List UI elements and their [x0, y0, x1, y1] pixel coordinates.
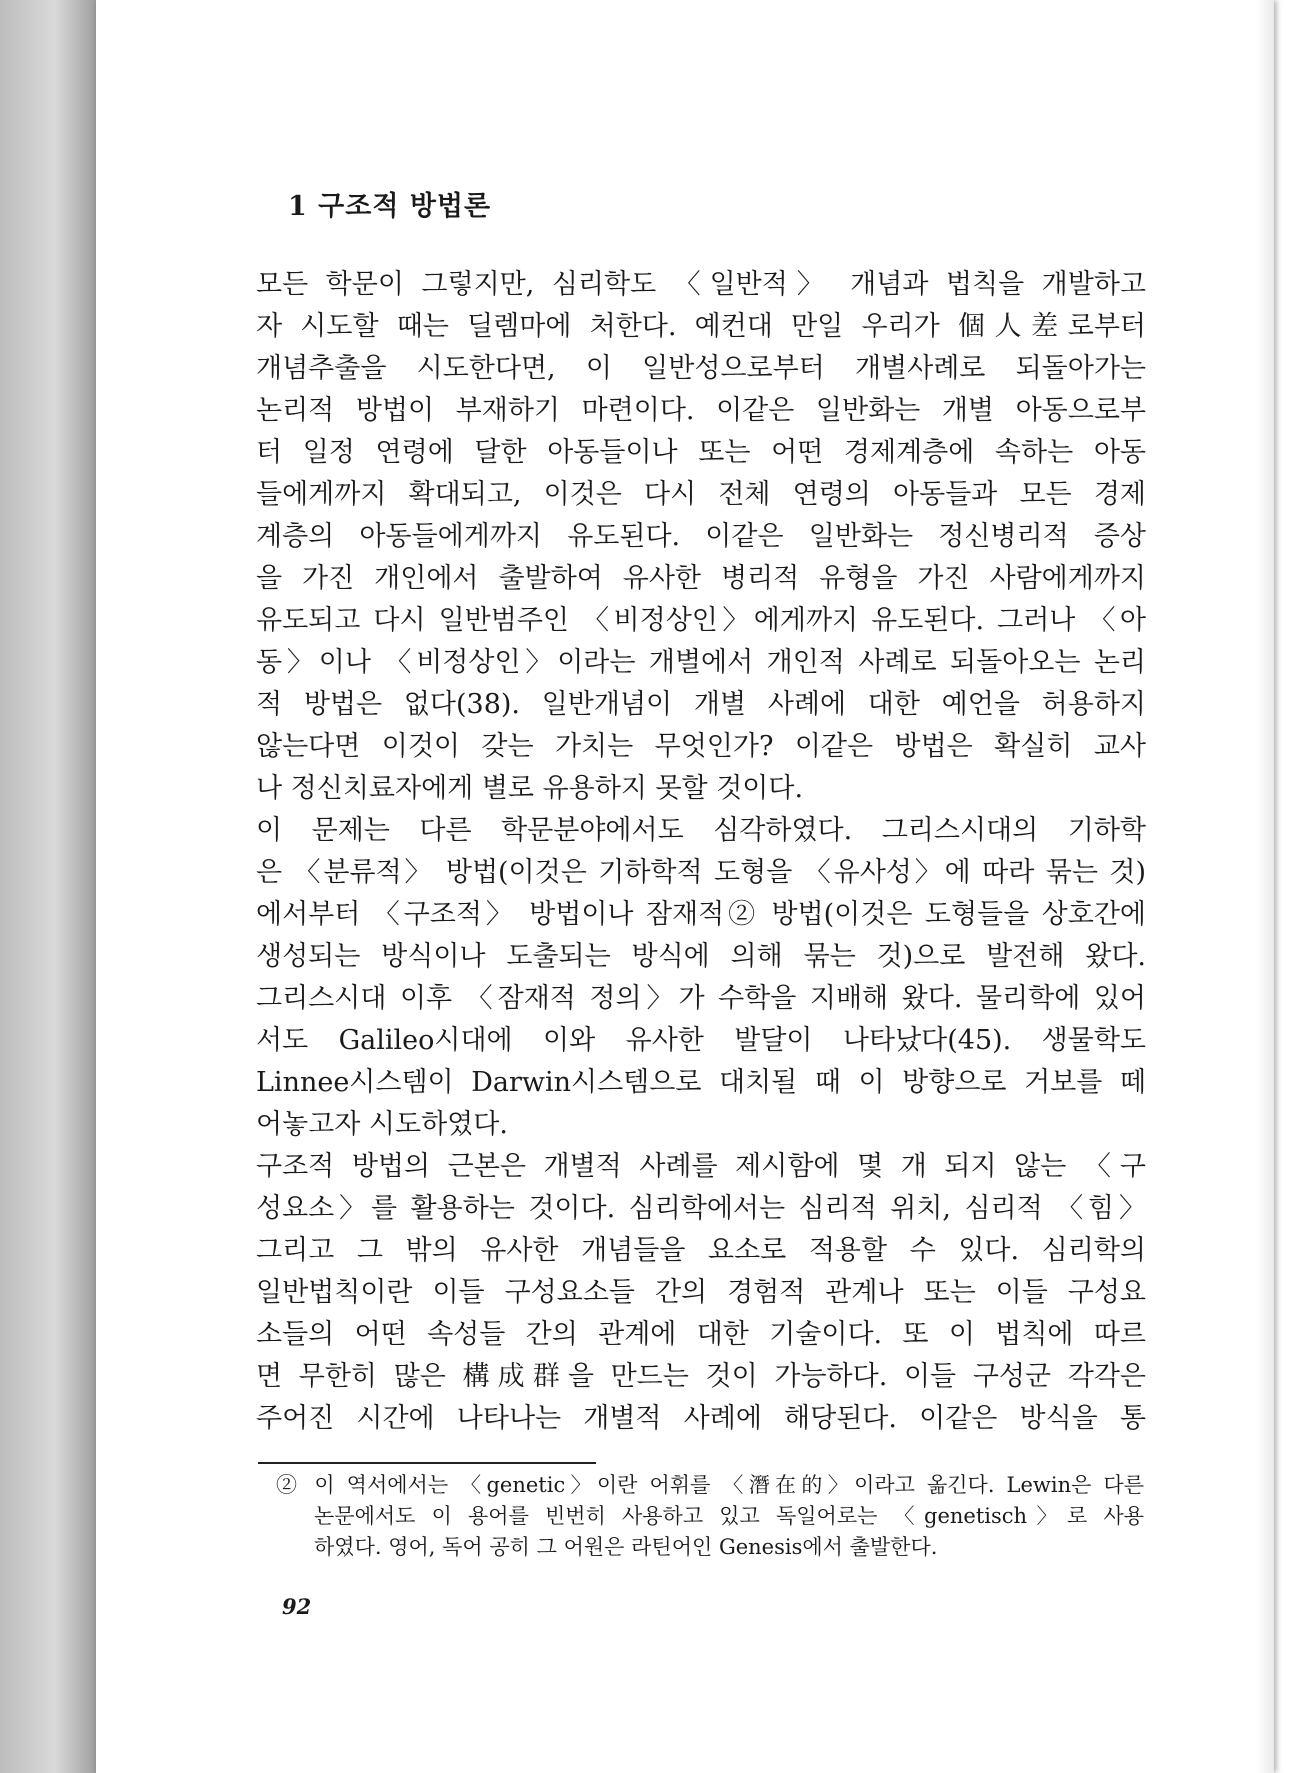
body-line: 동〉이나 〈비정상인〉이라는 개별에서 개인적 사례로 되돌아오는 논리: [256, 647, 1146, 678]
body-line: 소들의 어떤 속성들 간의 관계에 대한 기술이다. 또 이 법칙에 따르: [256, 1319, 1146, 1350]
body-line: 서도 Galileo시대에 이와 유사한 발달이 나타났다(45). 생물학도: [256, 1025, 1146, 1056]
body-line: 구조적 방법의 근본은 개별적 사례를 제시함에 몇 개 되지 않는 〈구: [256, 1151, 1146, 1182]
body-line: 면 무한히 많은 構成群을 만드는 것이 가능하다. 이들 구성군 각각은: [256, 1361, 1146, 1392]
body-line: 생성되는 방식이나 도출되는 방식에 의해 묶는 것)으로 발전해 왔다.: [256, 941, 1146, 972]
body-line: 주어진 시간에 나타나는 개별적 사례에 해당된다. 이같은 방식을 통: [256, 1403, 1146, 1434]
body-line: 자 시도할 때는 딜렘마에 처한다. 예컨대 만일 우리가 個人差로부터: [256, 311, 1146, 342]
body-line: 그리고 그 밖의 유사한 개념들을 요소로 적용할 수 있다. 심리학의: [256, 1235, 1146, 1266]
footnote-line: ② 이 역서에서는 〈genetic〉이란 어휘를 〈潛在的〉이라고 옮긴다. Lewin은 다른: [276, 1473, 1144, 1497]
body-line: 성요소〉를 활용하는 것이다. 심리학에서는 심리적 위치, 심리적 〈힘〉: [256, 1193, 1146, 1224]
footnote-line: 하였다. 영어, 독어 공히 그 어원은 라틴어인 Genesis에서 출발한다.: [314, 1535, 938, 1559]
footnote: [276, 1470, 1144, 1563]
body-line: 나 정신치료자에게 별로 유용하지 못할 것이다.: [256, 773, 804, 804]
body-line: 어놓고자 시도하였다.: [256, 1109, 508, 1140]
page-right-edge: [1256, 0, 1274, 1773]
footnote-line: 논문에서도 이 용어를 빈번히 사용하고 있고 독일어로는 〈genetisch〉로 사용: [314, 1504, 1144, 1528]
body-line: 계층의 아동들에게까지 유도된다. 이같은 일반화는 정신병리적 증상: [256, 521, 1146, 552]
body-line: 들에게까지 확대되고, 이것은 다시 전체 연령의 아동들과 모든 경제: [256, 479, 1146, 510]
body-line: Linnee시스템이 Darwin시스템으로 대치될 때 이 방향으로 거보를 떼: [256, 1067, 1146, 1098]
body-line: 그리스시대 이후 〈잠재적 정의〉가 수학을 지배해 왔다. 물리학에 있어: [256, 983, 1146, 1014]
footnote-divider: [258, 1462, 596, 1464]
body-line: 개념추출을 시도한다면, 이 일반성으로부터 개별사례로 되돌아가는: [256, 353, 1146, 384]
body-line: 논리적 방법이 부재하기 마련이다. 이같은 일반화는 개별 아동으로부: [256, 395, 1146, 426]
body-line: 모든 학문이 그렇지만, 심리학도 〈일반적〉 개념과 법칙을 개발하고: [256, 269, 1146, 300]
body-line: 을 가진 개인에서 출발하여 유사한 병리적 유형을 가진 사람에게까지: [256, 563, 1146, 594]
body-text: [256, 264, 1146, 1440]
page-number: 92: [282, 1594, 312, 1619]
body-line: 적 방법은 없다(38). 일반개념이 개별 사례에 대한 예언을 허용하지: [256, 689, 1146, 720]
body-line: 이 문제는 다른 학문분야에서도 심각하였다. 그리스시대의 기하학: [256, 815, 1146, 846]
body-line: 일반법칙이란 이들 구성요소들 간의 경험적 관계나 또는 이들 구성요: [256, 1277, 1146, 1308]
body-line: 터 일정 연령에 달한 아동들이나 또는 어떤 경제계층에 속하는 아동: [256, 437, 1146, 468]
book-spine-edge: [0, 0, 100, 1773]
body-line: 은 〈분류적〉 방법(이것은 기하학적 도형을 〈유사성〉에 따라 묶는 것): [256, 857, 1146, 888]
section-title: 1 구조적 방법론: [288, 191, 492, 222]
body-line: 에서부터 〈구조적〉 방법이나 잠재적② 방법(이것은 도형들을 상호간에: [256, 899, 1146, 930]
body-line: 유도되고 다시 일반범주인 〈비정상인〉에게까지 유도된다. 그러나 〈아: [256, 605, 1146, 636]
body-line: 않는다면 이것이 갖는 가치는 무엇인가? 이같은 방법은 확실히 교사: [256, 731, 1146, 762]
